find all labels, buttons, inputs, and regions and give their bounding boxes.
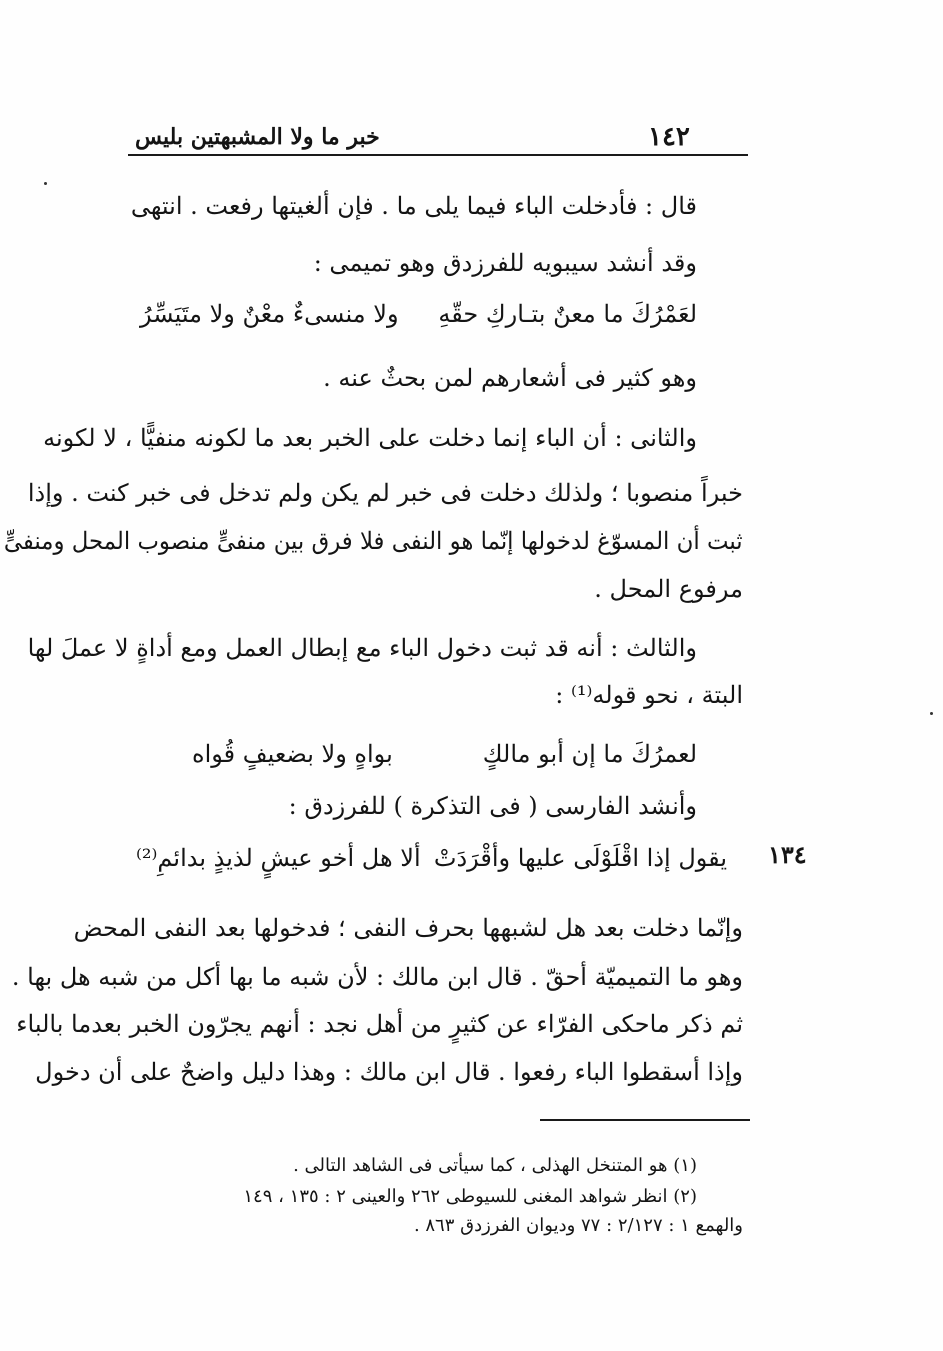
verse-1-first-hemistich: لعَمْرُكَ ما معنٌ بتـاركِ حقّهِ bbox=[438, 300, 697, 328]
body-line-14: وإذا أسقطوا الباء رفعوا . قال ابن مالك : وهذا دليل واضحٌ على أن دخول bbox=[35, 1058, 743, 1086]
body-line-7: مرفوع المحل . bbox=[594, 575, 743, 603]
body-line-3: وهو كثير فى أشعارهم لمن بحثٌ عنه . bbox=[323, 364, 697, 392]
verse-2-first-hemistich: لعمرُكَ ما إن أبو مالكٍ bbox=[482, 740, 697, 768]
header-rule bbox=[128, 154, 748, 156]
body-line-6: ثبت أن المسوّغ لدخولها إنّما هو النفى فلا فرق بين منفىٍّ منصوب المحل ومنفىٍّ bbox=[4, 527, 743, 555]
verse-3-second-hemistich: ألا هل أخو عيشٍ لذيذٍ بدائمِ⁽²⁾ bbox=[136, 844, 421, 872]
body-line-13: ثم ذكر ماحكى الفرّاء عن كثيرٍ من أهل نجد : أنهم يجرّون الخبر بعدما بالباء bbox=[16, 1010, 743, 1038]
body-line-12: وهو ما التميميّة أحقّ . قال ابن مالك : لأن شبه ما بها أكل من شبه هل بها . bbox=[11, 963, 743, 991]
body-line-8: والثالث : أنه قد ثبت دخول الباء مع إبطال العمل ومع أداةٍ لا عملَ لها bbox=[27, 634, 697, 662]
running-title: خبر ما ولا المشبهتين بليس bbox=[135, 124, 380, 150]
body-line-1: قال : فأدخلت الباء فيما يلى ما . فإن ألغيتها رفعت . انتهى bbox=[130, 192, 697, 220]
footnote-rule bbox=[540, 1119, 750, 1121]
paper-speck bbox=[930, 712, 933, 715]
verse-2-second-hemistich: بواهٍ ولا بضعيفٍ قُواه bbox=[192, 740, 393, 768]
body-line-11: وإنّما دخلت بعد هل لشبهها بحرف النفى ؛ فدخولها بعد النفى المحض bbox=[73, 914, 743, 942]
footnote-2: (٢) انظر شواهد المغنى للسيوطى ٢٦٢ والعينى ٢ : ١٣٥ ، ١٤٩ bbox=[243, 1186, 697, 1207]
verse-3-first-hemistich: يقول إذا اقْلَوْلَى عليها وأقْرَدَتْ bbox=[433, 844, 727, 872]
body-line-4: والثانى : أن الباء إنما دخلت على الخبر بعد ما لكونه منفيًّا ، لا لكونه bbox=[43, 424, 697, 452]
body-line-5: خبراً منصوبا ؛ ولذلك دخلت فى خبر لم يكن ولم تدخل فى خبر كنت . وإذا bbox=[27, 479, 743, 507]
footnote-2-continued: والهمع ١ : ٢/١٢٧ : ٧٧ وديوان الفرزدق ٨٦٣ . bbox=[413, 1215, 743, 1236]
page-number: ١٤٢ bbox=[648, 122, 690, 152]
verse-1-second-hemistich: ولا منسىءٌ معْنٌ ولا متَيَسِّرُ bbox=[140, 300, 399, 328]
paper-speck bbox=[44, 182, 47, 185]
body-line-2: وقد أنشد سيبويه للفرزدق وهو تميمى : bbox=[313, 249, 697, 277]
body-line-10: وأنشد الفارسى ( فى التذكرة ) للفرزدق : bbox=[288, 792, 697, 820]
body-line-9: البتة ، نحو قوله⁽¹⁾ : bbox=[555, 681, 743, 709]
verse-number: ١٣٤ bbox=[768, 840, 807, 869]
footnote-1: (١) هو المتنخل الهذلى ، كما سيأتى فى الشاهد التالى . bbox=[293, 1155, 697, 1176]
